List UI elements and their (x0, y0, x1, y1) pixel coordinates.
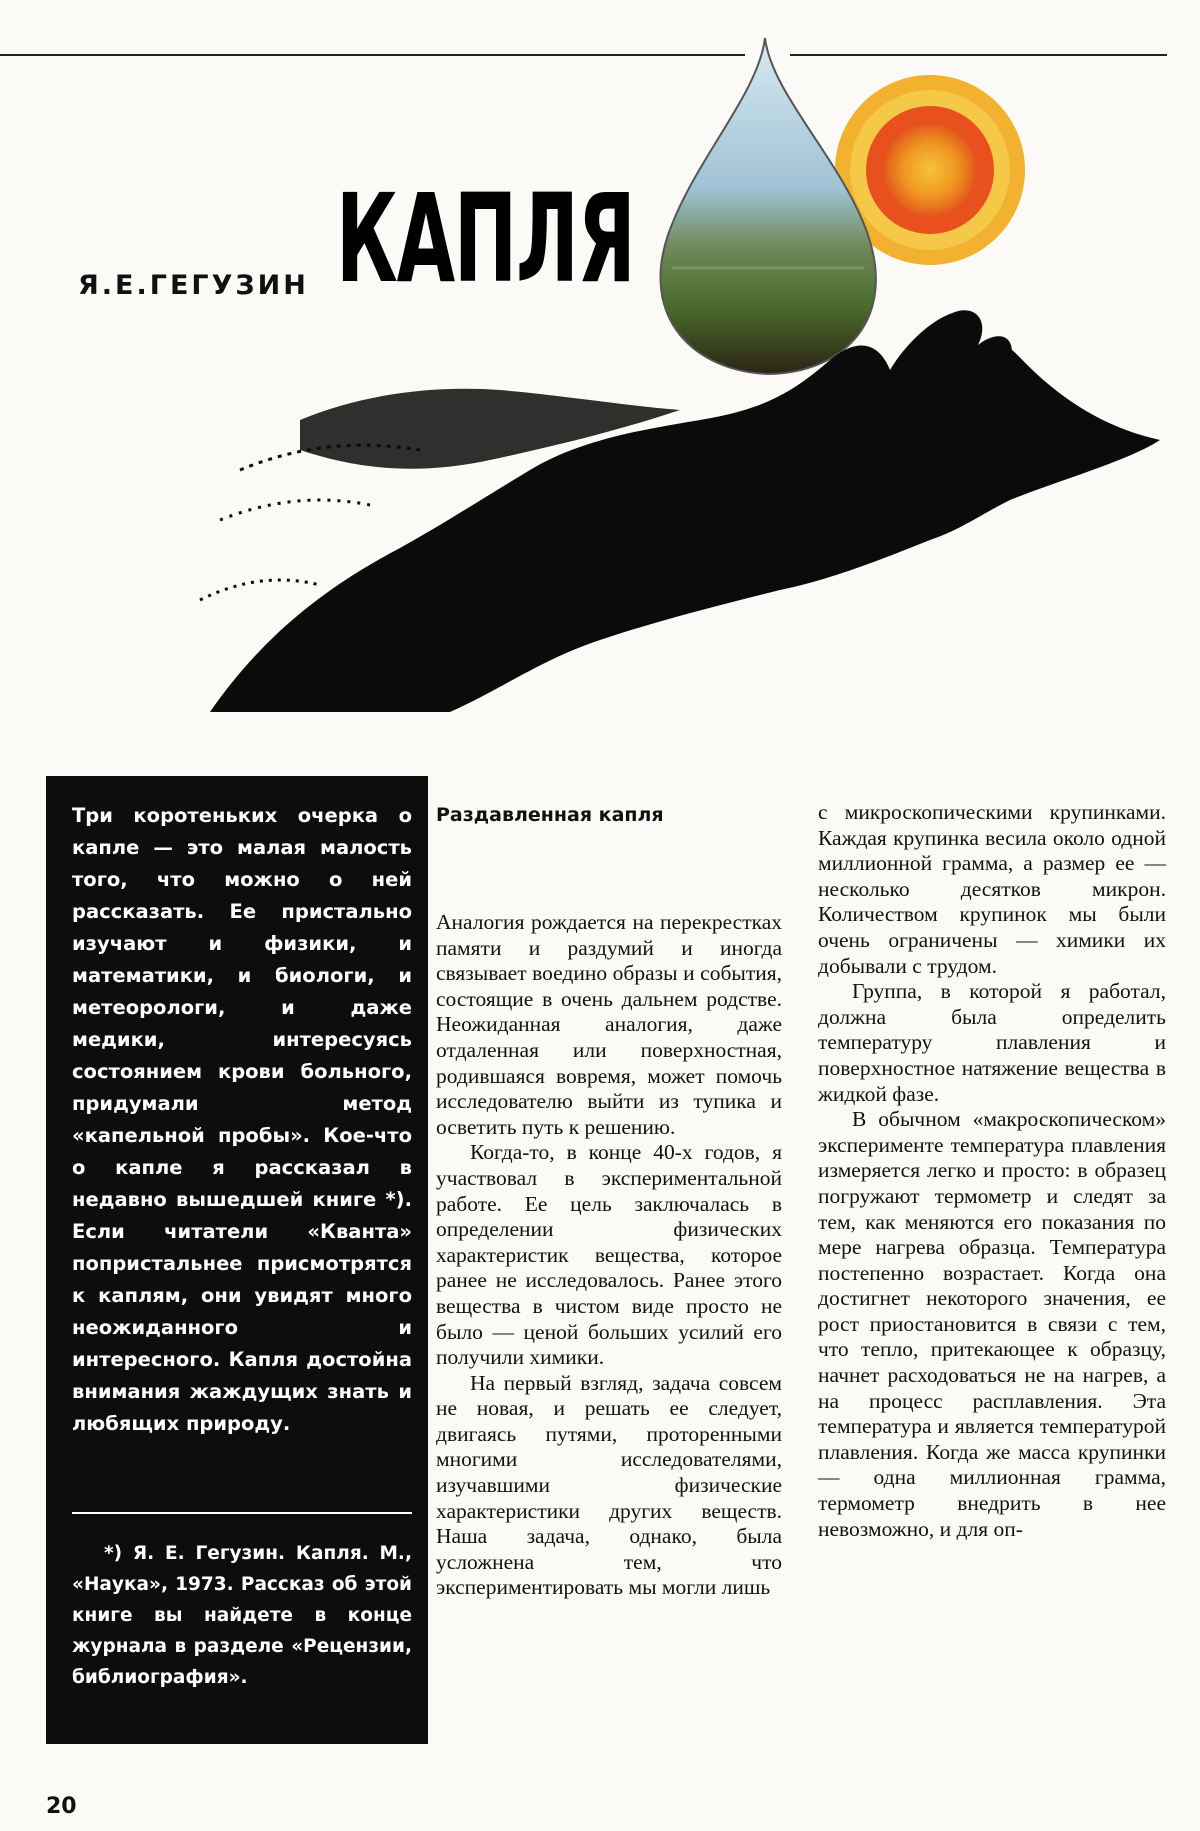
section-subhead: Раздавленная капля (436, 804, 664, 826)
intro-text: Три коротеньких очерка о капле — это малая малость того, что можно о ней рассказать. Ее пристально изучают и физики, и математики, и биологи, и метеорологи, и даже медики, интересуясь состоянием крови больного, придумали метод «капельной пробы». Кое-что о капле я рассказал в недавно вышедшей книге *). Если читатели «Кванта» попристальнее присмотрятся к каплям, они увидят много неожиданного и интересного. Капля достойна внимания жаждущих знать и любящих природу. (72, 804, 412, 1435)
paragraph: с микроскопическими крупинками. Каждая крупинка весила около одной миллионной грамма, а размер ее — несколько десятков микрон. Количеством крупинок мы были очень ограничены — химики их добывали с трудом. (818, 800, 1166, 978)
paragraph: Аналогия рождается на перекрестках памяти и раздумий и иногда связывает воедино образы и события, состоящие в очень дальнем родстве. Неожиданная аналогия, даже отдаленная или поверхностная, родившаяся вовремя, может помочь исследователю выйти из тупика и осветить путь к решению. (436, 910, 782, 1139)
footnote: *) Я. Е. Гегузин. Капля. М., «Наука», 1973. Рассказ об этой книге вы найдете в конце журнала в разделе «Рецензии, библиография». (72, 1543, 412, 1688)
paragraph: В обычном «макроскопическом» эксперименте температура плавления измеряется легко и просто: в образец погружают термометр и следят за тем, как меняются его показания по мере нагрева образца. Температура постепенно возрастает. Когда она достигнет некоторого значения, ее рост приостановится в связи с тем, что тепло, притекающее к образцу, начнет расходоваться не на нагрев, а на процесс расплавления. Эта температура и является температурой плавления. Когда же масса крупинки — одна миллионная грамма, термометр внедрить в нее невозможно, и для оп- (818, 1107, 1166, 1541)
paragraph: На первый взгляд, задача совсем не новая, и решать ее следует, двигаясь путями, проторенными многими исследователями, изучавшими физические характеристики других веществ. Наша задача, однако, была усложнена тем, что экспериментировать мы могли лишь (436, 1370, 782, 1600)
illustration (0, 0, 1200, 740)
intro-box (46, 776, 428, 1744)
intro-divider (72, 1512, 412, 1514)
article-title: КАПЛЯ (336, 168, 635, 310)
author-name: Я.Е.ГЕГУЗИН (78, 270, 309, 301)
article-column-3 (818, 800, 1166, 1542)
paragraph: Группа, в которой я работал, должна была определить температуру плавления и поверхностное натяжение вещества в жидкой фазе. (818, 979, 1166, 1106)
paragraph: Когда-то, в конце 40-х годов, я участвовал в экспериментальной работе. Ее цель заключалась в определении физических характеристик вещества, которое ранее не исследовалось. Ранее этого вещества в чистом виде просто не было — ценой больших усилий его получили химики. (436, 1140, 782, 1370)
hand-icon (200, 310, 1160, 712)
page-number: 20 (46, 1794, 77, 1819)
water-drop-icon (660, 38, 875, 374)
